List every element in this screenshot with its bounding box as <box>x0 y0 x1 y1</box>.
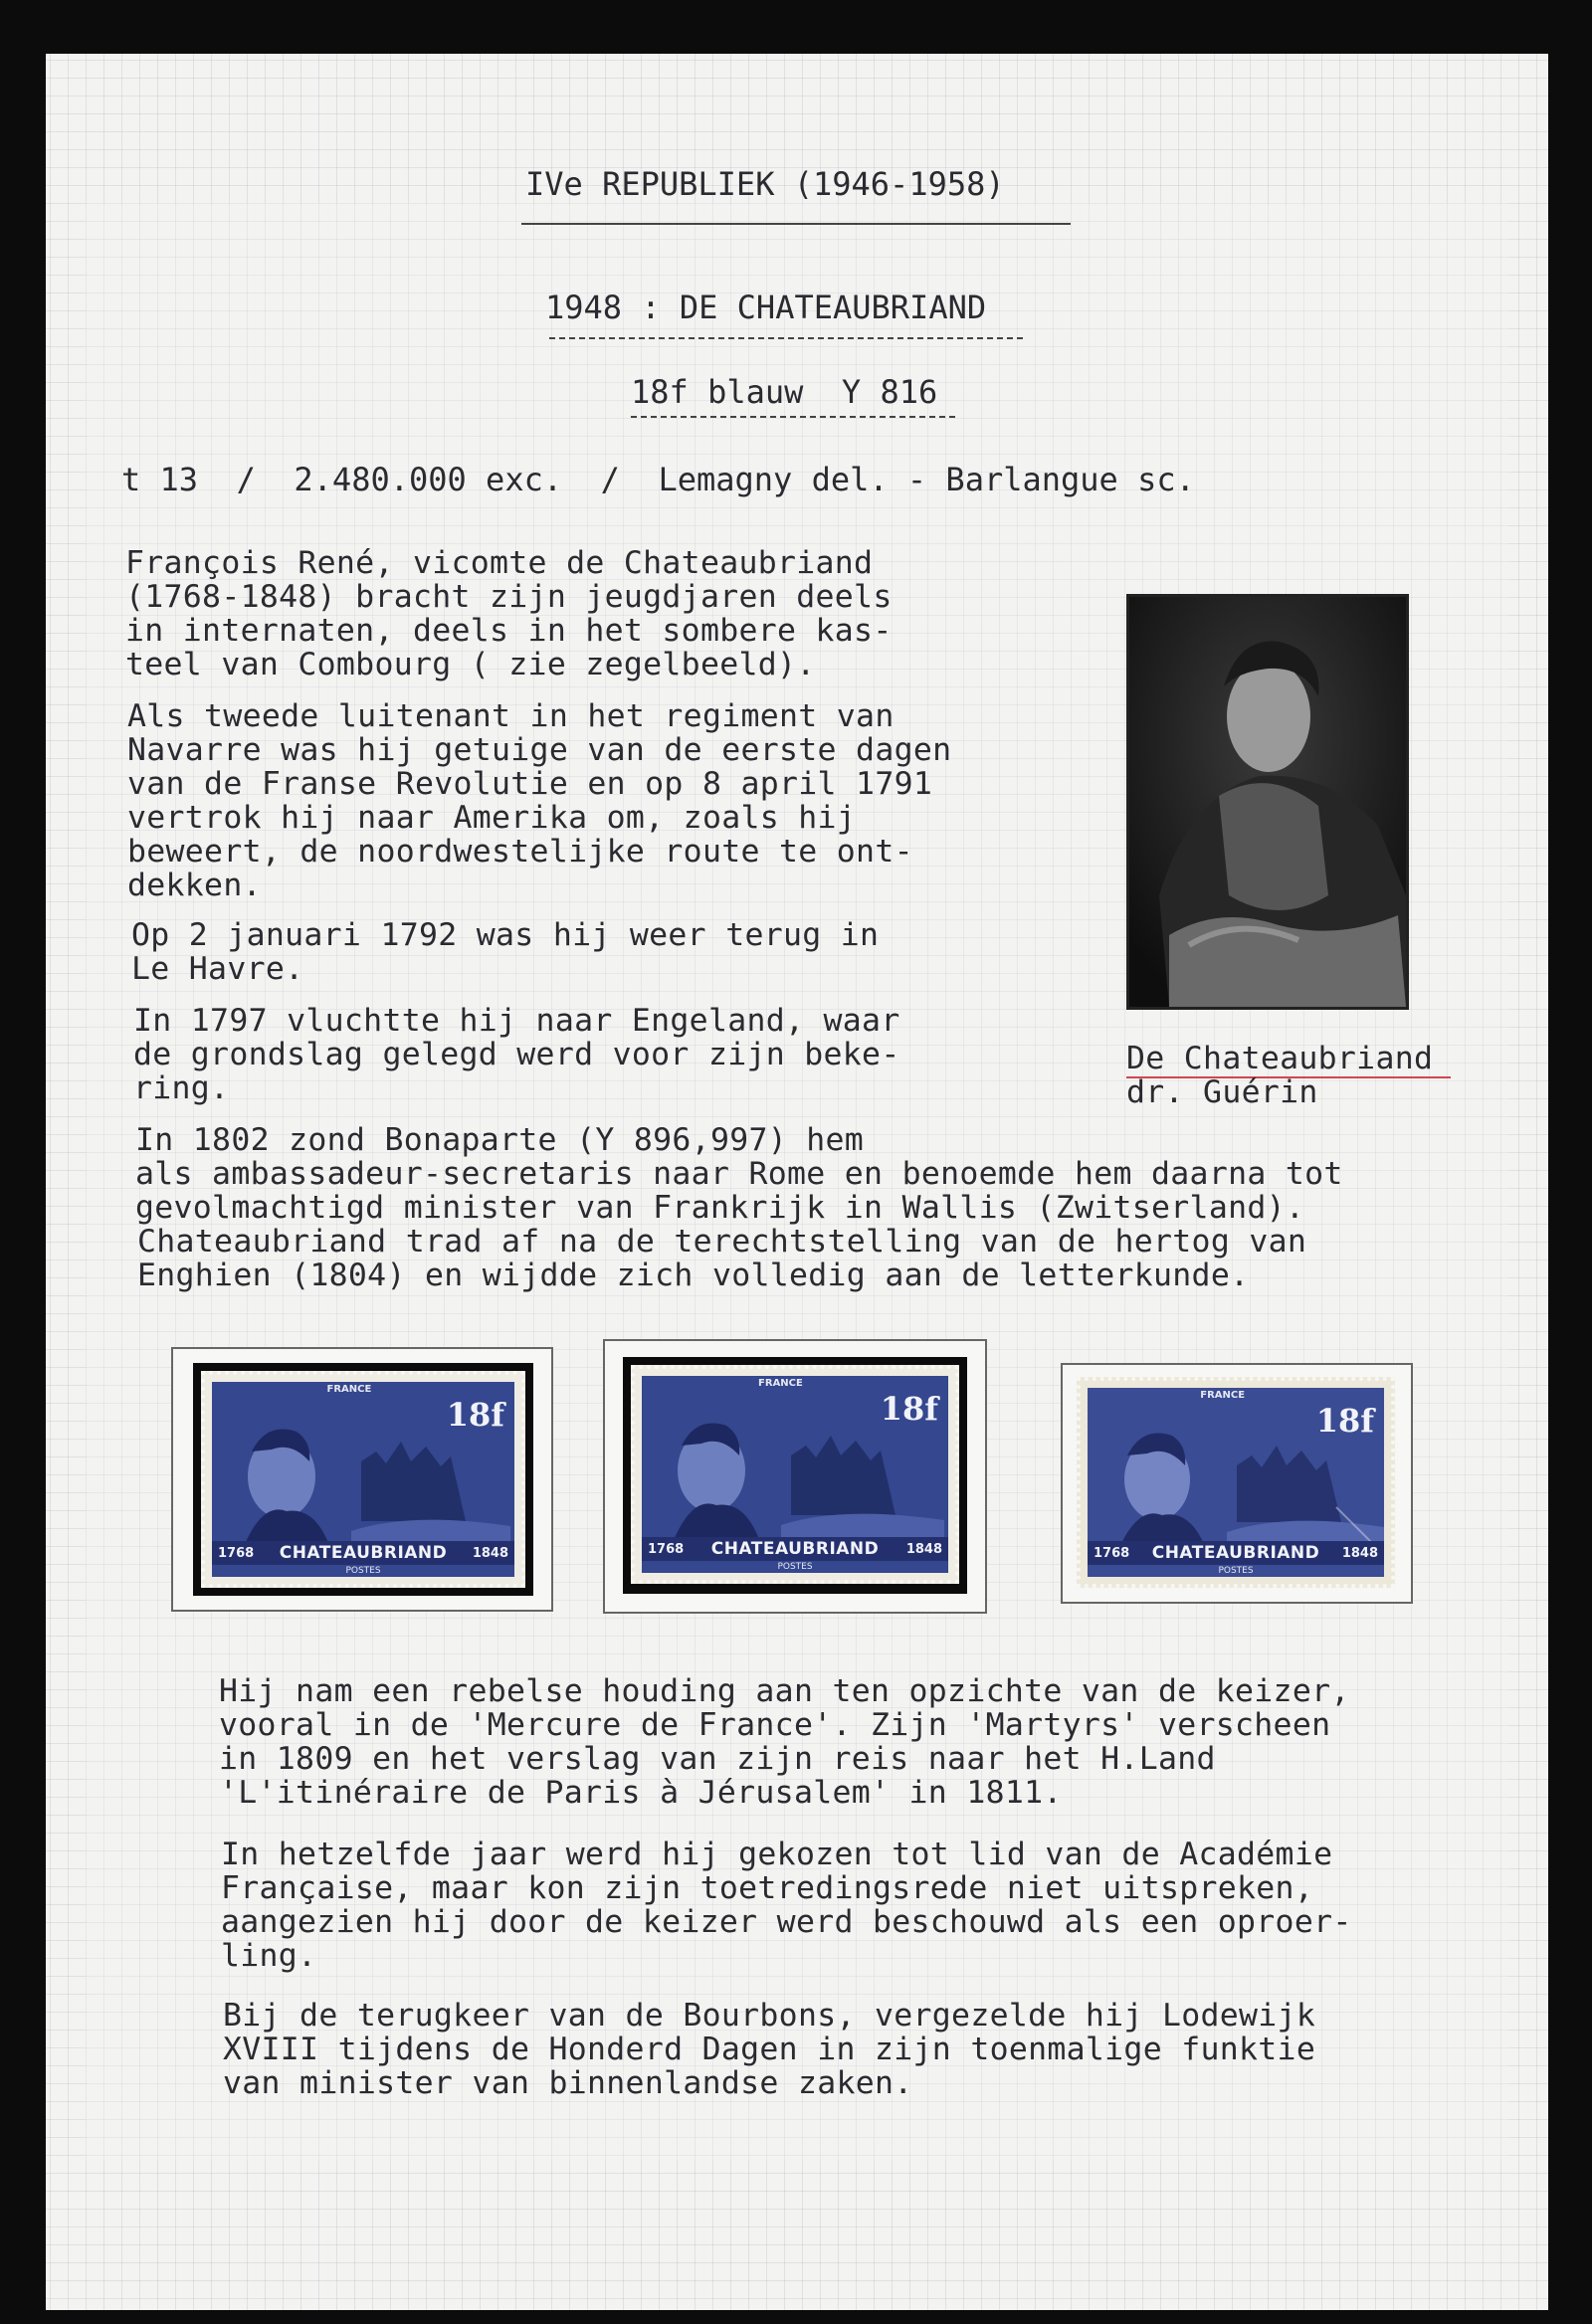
portrait-caption-name: De Chateaubriand <box>1126 1041 1434 1076</box>
stamp-2-year-left: 1768 <box>648 1542 685 1557</box>
stamp-3-country: FRANCE <box>1200 1390 1246 1401</box>
title-underline <box>521 223 1071 225</box>
stamp-3-value: 18f <box>1315 1402 1374 1440</box>
stamp-3-year-left: 1768 <box>1094 1546 1130 1561</box>
stamp-1-value: 18f <box>446 1396 504 1434</box>
stamp-3-year-right: 1848 <box>1341 1546 1378 1561</box>
stamp-3-name: CHATEAUBRIAND <box>1151 1543 1320 1563</box>
page-title: IVe REPUBLIEK (1946-1958) <box>525 165 1005 203</box>
stamp-3 <box>1077 1377 1395 1588</box>
stamp-1-year-right: 1848 <box>472 1546 508 1561</box>
stamp-1-year-left: 1768 <box>218 1546 255 1561</box>
stamp-designation: 18f blauw Y 816 <box>631 373 938 411</box>
stamp-2-year-right: 1848 <box>905 1542 942 1557</box>
stamp-mount-1 <box>171 1347 553 1612</box>
portrait-image <box>1126 594 1409 1010</box>
stamp-1 <box>201 1371 525 1588</box>
stamp-mount-2 <box>603 1339 987 1614</box>
portrait-drawing <box>1129 597 1406 1007</box>
stamp-2-value: 18f <box>880 1390 938 1428</box>
stamp-designation-underline <box>631 416 955 418</box>
stamp-1-name: CHATEAUBRIAND <box>279 1543 448 1563</box>
portrait-caption-artist: dr. Guérin <box>1126 1074 1318 1110</box>
stamp-2-country: FRANCE <box>758 1378 803 1389</box>
album-page: IVe REPUBLIEK (1946-1958) 1948 : DE CHATEAUBRIAND 18f blauw Y 816 t 13 / 2.480.000 exc. / Lemagny del. - Barlangue sc. François René, vicomte de Chateaubriand (1768-1848) bracht zijn jeugdjaren deels in internaten, deels in het sombere kas- teel van Combourg ( zie zegelbeeld). Als tweede luitenant in het regiment van Navarre was hij getuige van de eerste dagen van de Franse Revolutie en op 8 april 1791 vertrok hij naar Amerika om, zoals hij beweert, de noordwestelijke route te ont- dekken. Op 2 januari 1792 was hij weer terug in Le Havre. In 1797 vluchtte hij naar Engeland, waar de grondslag gelegd werd voor zijn beke- ring. In 1802 zond Bonaparte (Y 896,997) hem als ambassadeur-secretaris naar Rome en benoemde hem daarna tot gevolmachtigd minister van Frankrijk in Wallis (Zwitserland). Chateaubriand trad af na de terechtstelling van de hertog van Enghien (1804) en wijdde zich volledig aan de letterkunde. De Chateaubriand dr. Guérin FRANCE 18f 1768 CHATEAUBRIAND 1848 POSTES FRANCE 18f 1768 CHATEAUBRIAND 1848 POSTES FRANCE 18f 1768 CHATEAUBRIAND 1848 POSTES Hij nam een rebelse houding aan ten opzichte van de keizer, vooral in de 'Mercure de France'. Zijn 'Martyrs' verscheen in 1809 en het verslag van zijn reis naar het H.Land 'L'itinéraire de Paris à Jérusalem' in 1811. In hetzelfde jaar werd hij gekozen tot lid van de Académie Française, maar kon zijn toetredingsrede niet uitspreken, aangezien hij door de keizer werd beschouwd als een oproer- ling. Bij de terugkeer van de Bourbons, vergezelde hij Lodewijk XVIII tijdens de Honderd Dagen in zijn toenmalige funktie van minister van binnenlandse zaken. <box>46 54 1548 2310</box>
stamp-2-postes: POSTES <box>777 1562 813 1572</box>
stamp-2 <box>631 1365 959 1584</box>
stamp-details: t 13 / 2.480.000 exc. / Lemagny del. - Barlangue sc. <box>121 461 1195 498</box>
stamp-1-country: FRANCE <box>326 1384 372 1395</box>
stamp-2-name: CHATEAUBRIAND <box>710 1539 880 1559</box>
issue-title-underline <box>549 337 1023 339</box>
stamp-mount-3 <box>1061 1363 1413 1604</box>
stamp-1-postes: POSTES <box>345 1566 381 1576</box>
issue-title: 1948 : DE CHATEAUBRIAND <box>545 289 987 326</box>
stamp-3-postes: POSTES <box>1218 1566 1254 1576</box>
